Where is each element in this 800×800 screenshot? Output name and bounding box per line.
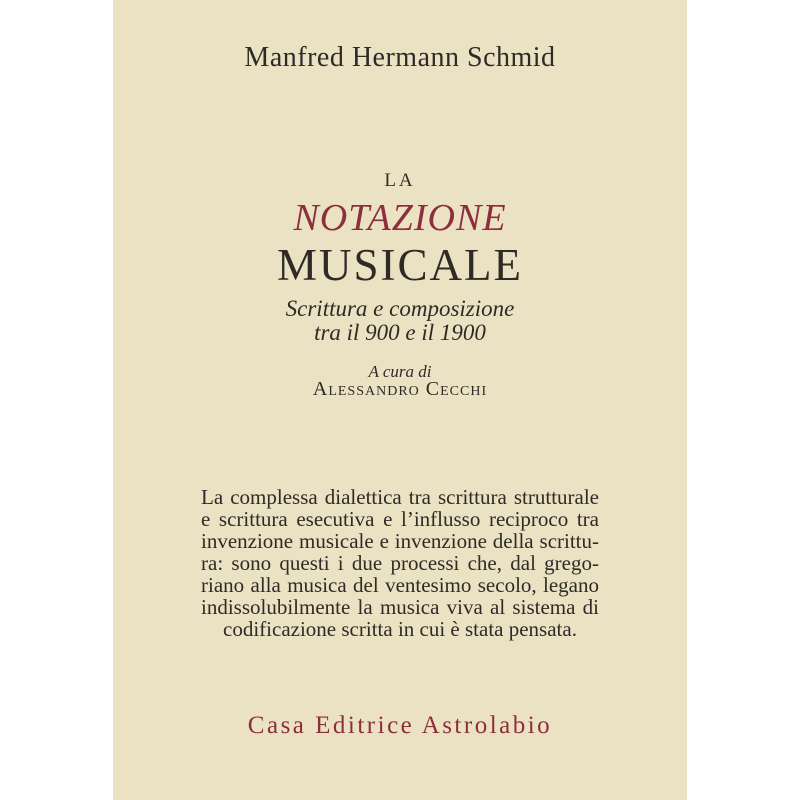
- title-article: LA: [384, 170, 416, 191]
- editor-intro: A cura di: [368, 362, 432, 381]
- editor-name: Alessandro Cecchi: [312, 378, 488, 400]
- author-name: Manfred Hermann Schmid: [244, 42, 556, 73]
- subtitle-line-2: tra il 900 e il 1900: [314, 320, 486, 345]
- blurb-line: e scrittura esecutiva e l’influsso reciproco tra: [201, 507, 599, 531]
- title-word-musicale: MUSICALE: [276, 240, 523, 290]
- blurb-line: La complessa dialettica tra scrittura strutturale: [201, 485, 599, 509]
- publisher-name: Casa Editrice Astrolabio: [247, 712, 553, 739]
- subtitle-line-1: Scrittura e composizione: [285, 296, 515, 321]
- book-cover: [113, 0, 687, 800]
- blurb-line: riano alla musica del ventesimo secolo, legano: [201, 573, 599, 597]
- back-blurb: [201, 486, 599, 640]
- blurb-line: codificazione scritta in cui è stata pensata.: [223, 617, 577, 641]
- blurb-line: invenzione musicale e invenzione della scrittu-: [201, 529, 599, 553]
- title-word-notazione: NOTAZIONE: [293, 197, 507, 239]
- blurb-line: ra: sono questi i due processi che, dal grego-: [201, 551, 599, 575]
- blurb-line: indissolubilmente la musica viva al sistema di: [201, 595, 599, 619]
